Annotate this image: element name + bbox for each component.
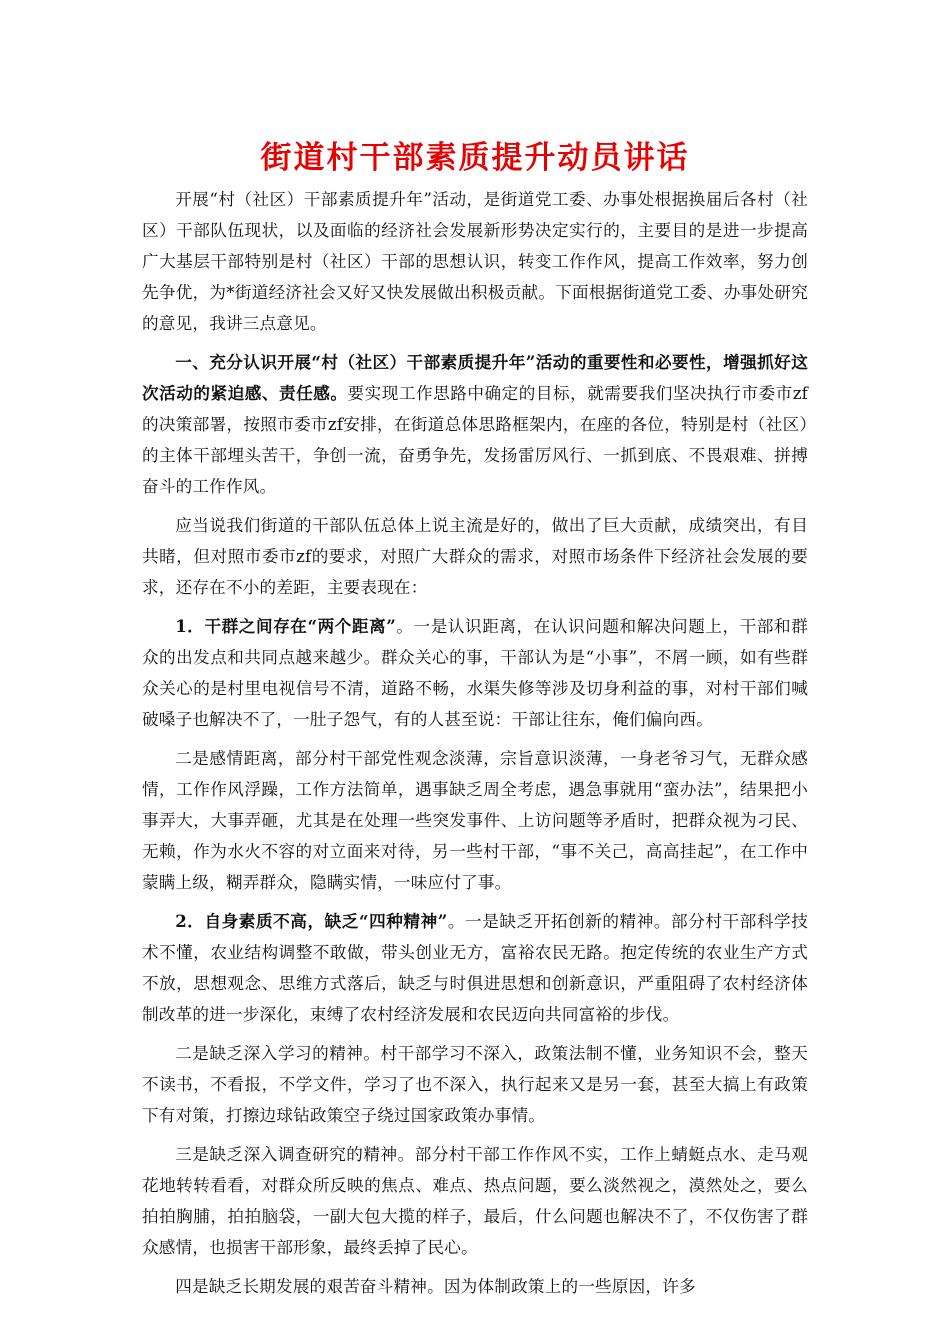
paragraph-text: 二是缺乏深入学习的精神。村干部学习不深入，政策法制不懂，业务知识不会，整天不读书，不看报，不学文件，学习了也不深入，执行起来又是另一套，甚至大搞上有政策下有对策，打擦边球钻政策空子绕过国家政策办事情。 <box>142 1044 808 1125</box>
paragraph-5 <box>142 743 808 898</box>
paragraph-lead: 1．干群之间存在“两个距离” <box>175 616 396 636</box>
paragraph-7 <box>142 1038 808 1131</box>
paragraph-text: 三是缺乏深入调查研究的精神。部分村干部工作作风不实，工作上蜻蜓点水、走马观花地转转看看，对群众所反映的焦点、难点、热点问题，要么淡然视之，漠然处之，要么拍拍胸脯，拍拍脑袋，一副大包大揽的样子，最后，什么问题也解决不了，不仅伤害了群众感情，也损害干部形象，最终丢掉了民心。 <box>142 1145 808 1257</box>
paragraph-text: 。一是认识距离，在认识问题和解决问题上，干部和群众的出发点和共同点越来越少。群众关心的事，干部认为是“小事”，不屑一顾，如有些群众关心的是村里电视信号不清，道路不畅，水渠失修等涉及切身利益的事，对村干部们喊破嗓子也解决不了，一肚子怨气，有的人甚至说：干部让往东，俺们偏向西。 <box>142 617 808 729</box>
paragraph-6 <box>142 906 808 1030</box>
paragraph-1 <box>142 184 808 339</box>
paragraph-text: 开展“村（社区）干部素质提升年”活动，是街道党工委、办事处根据换届后各村（社区）干部队伍现状，以及面临的经济社会发展新形势决定实行的，主要目的是进一步提高广大基层干部特别是村（社区）干部的思想认识，转变工作作风，提高工作效率，努力创先争优，为*街道经济社会又好又快发展做出积极贡献。下面根据街道党工委、办事处研究的意见，我讲三点意见。 <box>142 190 808 333</box>
paragraph-text: 二是感情距离，部分村干部党性观念淡薄，宗旨意识淡薄，一身老爷习气，无群众感情，工作作风浮躁，工作方法简单，遇事缺乏周全考虑，遇急事就用“蛮办法”，结果把小事弄大，大事弄砸，尤其是在处理一些突发事件、上访问题等矛盾时，把群众视为刁民、无赖，作为水火不容的对立面来对待，另一些村干部，“事不关己，高高挂起”，在工作中蒙瞒上级，糊弄群众，隐瞒实情，一味应付了事。 <box>142 749 808 892</box>
document-body <box>142 184 808 1310</box>
paragraph-text: 应当说我们街道的干部队伍总体上说主流是好的，做出了巨大贡献，成绩突出，有目共睹，但对照市委市zf的要求，对照广大群众的需求，对照市场条件下经济社会发展的要求，还存在不小的差距，主要表现在： <box>142 516 808 597</box>
document-title: 街道村干部素质提升动员讲话 <box>260 140 690 176</box>
paragraph-9 <box>142 1271 808 1302</box>
paragraph-2 <box>142 347 808 502</box>
paragraph-text: 。一是缺乏开拓创新的精神。部分村干部科学技术不懂，农业结构调整不敢做，带头创业无方，富裕农民无路。抱定传统的农业生产方式不放，思想观念、思维方式落后，缺乏与时俱进思想和创新意识，严重阻碍了农村经济体制改革的进一步深化，束缚了农村经济发展和农民迈向共同富裕的步伐。 <box>142 912 808 1024</box>
paragraph-4 <box>142 611 808 735</box>
paragraph-text: 四是缺乏长期发展的艰苦奋斗精神。因为体制政策上的一些原因，许多 <box>175 1277 696 1296</box>
paragraph-8 <box>142 1139 808 1263</box>
paragraph-3 <box>142 510 808 603</box>
paragraph-lead: 一、充分认识开展“村（社区）干部素质提升年”活动的重要性和必要性，增强抓好这次活动的紧迫感、责任感。 <box>142 352 808 403</box>
paragraph-lead: 2．自身素质不高，缺乏“四种精神” <box>175 911 448 931</box>
paragraph-text: 要实现工作思路中确定的目标，就需要我们坚决执行市委市zf的决策部署，按照市委市zf安排，在街道总体思路框架内，在座的各位，特别是村（社区）的主体干部埋头苦干，争创一流，奋勇争先，发扬雷厉风行、一抓到底、不畏艰难、拼搏奋斗的工作作风。 <box>142 384 809 496</box>
